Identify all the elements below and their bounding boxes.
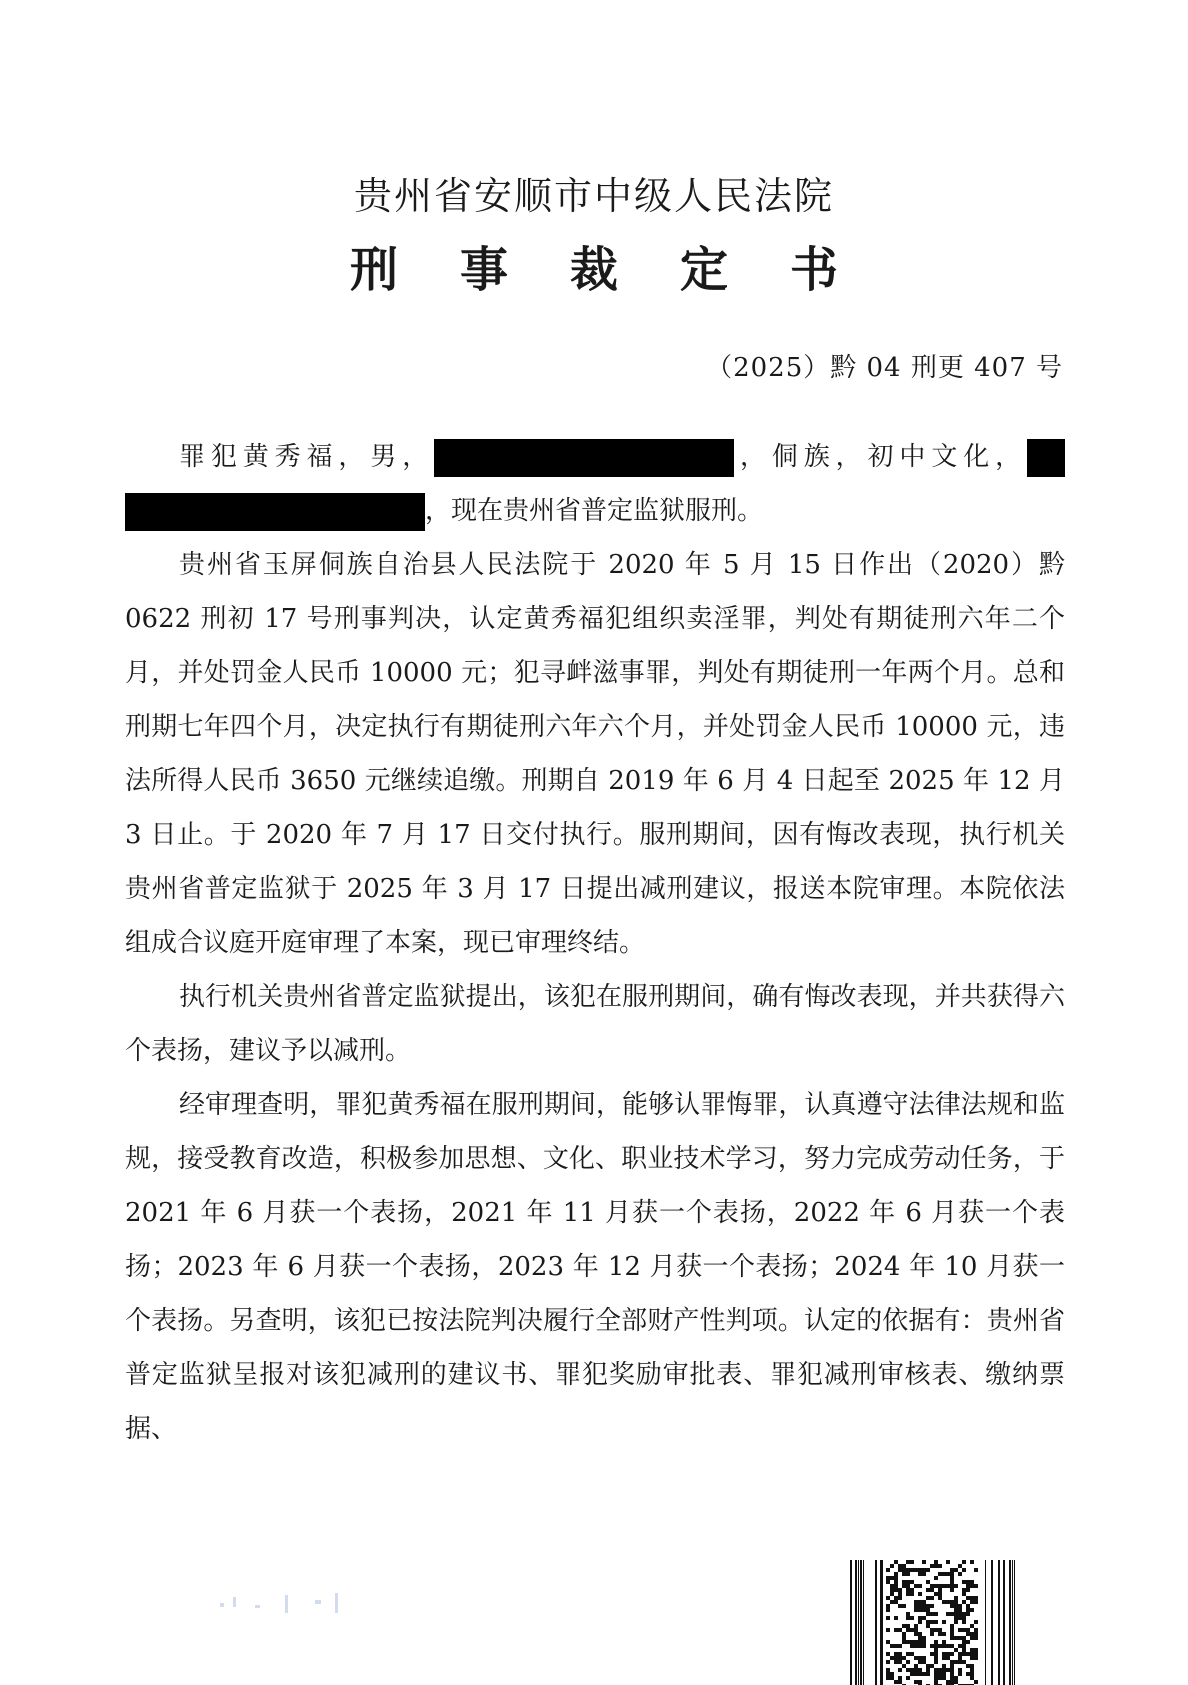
defendant-info-text-1: 罪犯黄秀福，男，: [179, 442, 435, 472]
document-body: [125, 430, 1065, 1456]
document-type-title: 刑事裁定书: [349, 242, 900, 298]
redaction-block: [1027, 439, 1065, 477]
court-name: 贵州省安顺市中级人民法院: [353, 174, 834, 218]
paragraph-prison-proposal: 执行机关贵州省普定监狱提出，该犯在服刑期间，确有悔改表现，并共获得六个表扬，建议予以减刑。: [125, 982, 1065, 1066]
case-number: （2025）黔 04 刑更 407 号: [706, 353, 1063, 383]
qr-barcode: [850, 1560, 1015, 1685]
paragraph-defendant-info: [125, 430, 1065, 538]
defendant-info-text-2: ，侗族，初中文化，: [734, 442, 1027, 472]
paragraph-findings: 经审理查明，罪犯黄秀福在服刑期间，能够认罪悔罪，认真遵守法律法规和监规，接受教育改造，积极参加思想、文化、职业技术学习，努力完成劳动任务，于 2021 年 6 月获一个表扬，2021 年 11 月获一个表扬，2022 年 6 月获一个表扬；2023 年 6 月获一个表扬，2023 年 12 月获一个表扬；2024 年 10 月获一个表扬。另查明，该犯已按法院判决履行全部财产性判项。认定的依据有：贵州省普定监狱呈报对该犯减刑的建议书、罪犯奖励审批表、罪犯减刑审核表、缴纳票据、: [125, 1090, 1065, 1444]
paragraph-original-judgment: 贵州省玉屏侗族自治县人民法院于 2020 年 5 月 15 日作出（2020）黔 0622 刑初 17 号刑事判决，认定黄秀福犯组织卖淫罪，判处有期徒刑六年二个月，并处罚金人民币 10000 元；犯寻衅滋事罪，判处有期徒刑一年两个月。总和刑期七年四个月，决定执行有期徒刑六年六个月，并处罚金人民币 10000 元，违法所得人民币 3650 元继续追缴。刑期自 2019 年 6 月 4 日起至 2025 年 12 月 3 日止。于 2020 年 7 月 17 日交付执行。服刑期间，因有悔改表现，执行机关贵州省普定监狱于 2025 年 3 月 17 日提出减刑建议，报送本院审理。本院依法组成合议庭开庭审理了本案，现已审理终结。: [125, 550, 1065, 958]
faint-stamp-mark: [215, 1585, 355, 1625]
defendant-info-text-3: ，现在贵州省普定监狱服刑。: [425, 496, 764, 526]
redaction-block: [125, 493, 425, 531]
redaction-block: [434, 439, 734, 477]
